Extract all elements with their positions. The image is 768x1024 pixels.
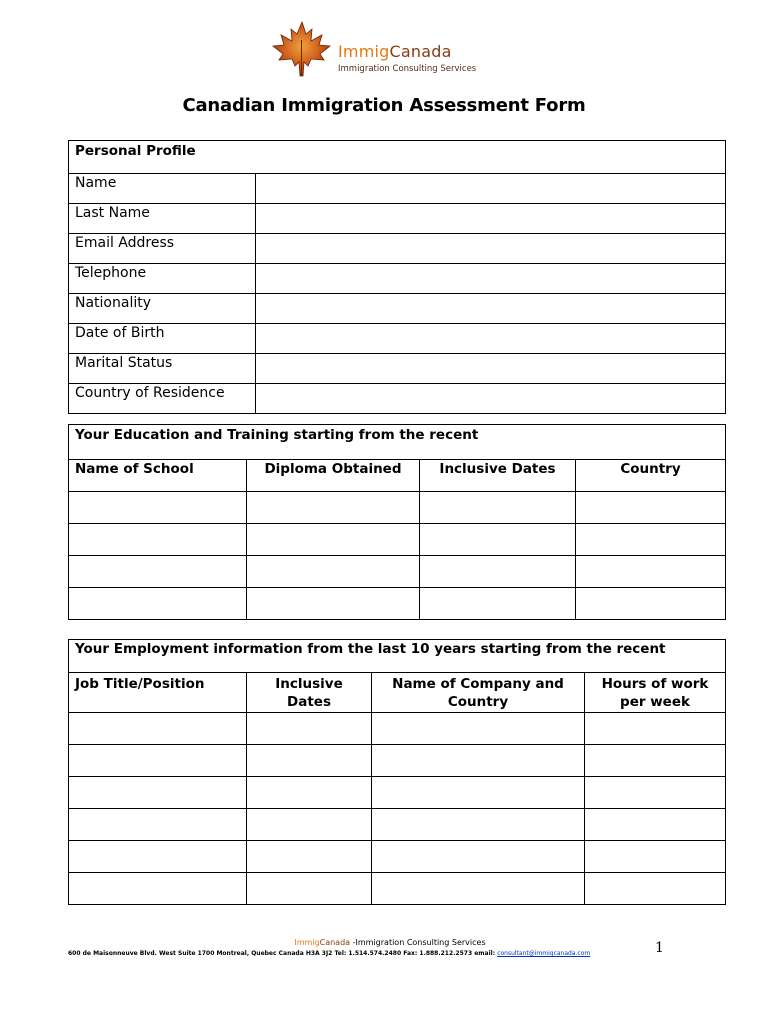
table-cell[interactable] [420, 588, 576, 620]
table-cell[interactable] [69, 556, 247, 588]
table-cell[interactable] [247, 492, 420, 524]
table-cell[interactable] [372, 809, 585, 841]
education-table [68, 424, 726, 620]
marital-status-field[interactable] [256, 354, 726, 384]
name-field[interactable] [256, 174, 726, 204]
personal-profile-table [68, 140, 726, 414]
footer-email-link[interactable]: consultant@immigcanada.com [497, 950, 591, 957]
table-cell[interactable] [420, 524, 576, 556]
field-label: Nationality [69, 294, 256, 324]
table-cell[interactable] [576, 492, 726, 524]
table-row [69, 492, 726, 524]
table-cell[interactable] [69, 524, 247, 556]
footer-address: 600 de Maisonneuve Blvd. West Suite 1700 Montreal, Quebec Canada H3A 3J2 Tel: 1.514.574.2480 Fax: 1.888.212.2573 email: [68, 950, 498, 957]
column-header: Inclusive Dates [247, 673, 372, 713]
table-row [69, 556, 726, 588]
brand-name [338, 42, 452, 61]
table-row [69, 841, 726, 873]
table-cell[interactable] [69, 873, 247, 905]
field-label: Name [69, 174, 256, 204]
footer-brand-line [0, 938, 768, 947]
field-label: Email Address [69, 234, 256, 264]
country-of-residence-field[interactable] [256, 384, 726, 414]
education-heading: Your Education and Training starting from the recent [69, 425, 726, 460]
table-cell[interactable] [585, 713, 726, 745]
table-cell[interactable] [585, 777, 726, 809]
table-cell[interactable] [372, 841, 585, 873]
table-cell[interactable] [69, 713, 247, 745]
employment-table [68, 639, 726, 905]
table-cell[interactable] [372, 745, 585, 777]
table-cell[interactable] [247, 524, 420, 556]
table-cell[interactable] [69, 777, 247, 809]
table-cell[interactable] [247, 841, 372, 873]
footer-address-line [68, 950, 590, 957]
table-cell[interactable] [247, 777, 372, 809]
field-label: Last Name [69, 204, 256, 234]
table-row [69, 777, 726, 809]
field-label: Date of Birth [69, 324, 256, 354]
table-row [69, 745, 726, 777]
column-header: Country [576, 460, 726, 492]
column-header: Inclusive Dates [420, 460, 576, 492]
table-cell[interactable] [372, 777, 585, 809]
table-cell[interactable] [585, 841, 726, 873]
field-label: Marital Status [69, 354, 256, 384]
table-cell[interactable] [576, 588, 726, 620]
column-header: Name of Company and Country [372, 673, 585, 713]
page-number: 1 [655, 940, 664, 956]
table-cell[interactable] [576, 556, 726, 588]
table-row [69, 524, 726, 556]
table-cell[interactable] [420, 556, 576, 588]
table-cell[interactable] [585, 745, 726, 777]
table-row [69, 809, 726, 841]
footer-service: -Immigration Consulting Services [350, 938, 486, 947]
table-cell[interactable] [247, 713, 372, 745]
table-cell[interactable] [420, 492, 576, 524]
table-cell[interactable] [69, 745, 247, 777]
footer-brand-immig: Immig [294, 938, 320, 947]
column-header: Diploma Obtained [247, 460, 420, 492]
last-name-field[interactable] [256, 204, 726, 234]
table-cell[interactable] [247, 873, 372, 905]
email-field[interactable] [256, 234, 726, 264]
column-header: Job Title/Position [69, 673, 247, 713]
table-cell[interactable] [69, 841, 247, 873]
table-cell[interactable] [69, 492, 247, 524]
telephone-field[interactable] [256, 264, 726, 294]
field-label: Country of Residence [69, 384, 256, 414]
table-cell[interactable] [247, 588, 420, 620]
table-cell[interactable] [247, 809, 372, 841]
brand-canada: Canada [389, 42, 452, 61]
logo [270, 20, 480, 80]
table-cell[interactable] [585, 873, 726, 905]
brand-immig: Immig [338, 42, 390, 61]
page-title: Canadian Immigration Assessment Form [182, 95, 586, 116]
employment-heading: Your Employment information from the last 10 years starting from the recent [69, 640, 726, 673]
table-cell[interactable] [585, 809, 726, 841]
table-cell[interactable] [372, 713, 585, 745]
column-header: Hours of work per week [585, 673, 726, 713]
column-header: Name of School [69, 460, 247, 492]
field-label: Telephone [69, 264, 256, 294]
table-cell[interactable] [69, 809, 247, 841]
table-cell[interactable] [576, 524, 726, 556]
brand-tagline: Immigration Consulting Services [338, 64, 477, 74]
date-of-birth-field[interactable] [256, 324, 726, 354]
maple-leaf-icon [270, 20, 334, 78]
footer-brand-canada: Canada [319, 938, 351, 947]
table-row [69, 588, 726, 620]
table-cell[interactable] [247, 745, 372, 777]
nationality-field[interactable] [256, 294, 726, 324]
table-cell[interactable] [247, 556, 420, 588]
table-row [69, 873, 726, 905]
table-cell[interactable] [69, 588, 247, 620]
table-cell[interactable] [372, 873, 585, 905]
table-row [69, 713, 726, 745]
personal-profile-heading: Personal Profile [69, 141, 726, 174]
